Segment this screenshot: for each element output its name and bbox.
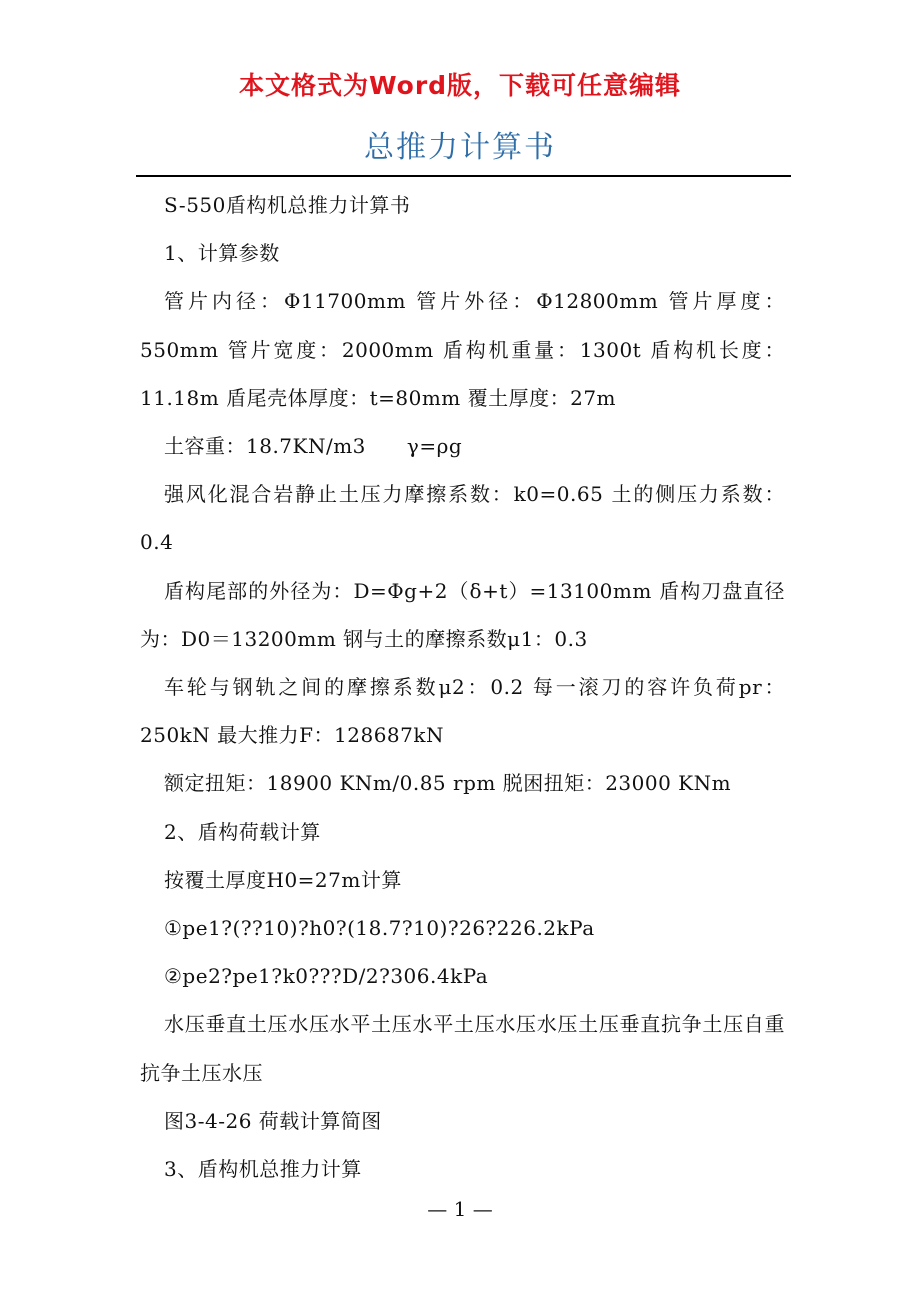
page-title: 总推力计算书: [364, 130, 556, 165]
section-heading-thrust: 3、盾构机总推力计算: [164, 1157, 362, 1182]
params-wheel-friction: 车轮与钢轨之间的摩擦系数μ2：0.2 每一滚刀的容许负荷pr：250kN 最大推力F：128687kN: [140, 675, 785, 748]
title-divider: [136, 175, 791, 177]
params-friction: 强风化混合岩静止土压力摩擦系数：k0=0.65 土的侧压力系数：0.4: [140, 482, 785, 555]
download-banner: 本文格式为Word版，下载可任意编辑: [238, 71, 682, 100]
page-number: — 1 —: [427, 1197, 493, 1221]
params-segments: 管片内径：Φ11700mm 管片外径：Φ12800mm 管片厚度：550mm 管片宽度：2000mm 盾构机重量：1300t 盾构机长度：11.18m 盾尾壳体厚度：t=80mm 覆土厚度：27m: [140, 289, 785, 410]
diagram-labels: 水压垂直土压水压水平土压水平土压水压水压土压垂直抗争土压自重抗争土压水压: [140, 1012, 785, 1085]
load-basis: 按覆土厚度H0=27m计算: [164, 867, 402, 892]
formula-pe1: ①pe1?(??10)?h0?(18.7?10)?26?226.2kPa: [164, 916, 595, 941]
section-heading-load: 2、盾构荷载计算: [164, 819, 321, 844]
params-torque: 额定扭矩：18900 KNm/0.85 rpm 脱困扭矩：23000 KNm: [164, 771, 732, 796]
params-soil-weight: 土容重：18.7KN/m3 γ=ρg: [164, 434, 463, 459]
section-heading-params: 1、计算参数: [164, 241, 280, 266]
formula-pe2: ②pe2?pe1?k0???D/2?306.4kPa: [164, 964, 489, 989]
document-body: [140, 181, 785, 1193]
doc-heading: S-550盾构机总推力计算书: [164, 193, 411, 217]
params-shield-diameter: 盾构尾部的外径为：D=Φg+2（δ+t）=13100mm 盾构刀盘直径为：D0＝13200mm 钢与土的摩擦系数μ1：0.3: [140, 578, 785, 651]
figure-caption: 图3-4-26 荷载计算简图: [164, 1108, 382, 1133]
